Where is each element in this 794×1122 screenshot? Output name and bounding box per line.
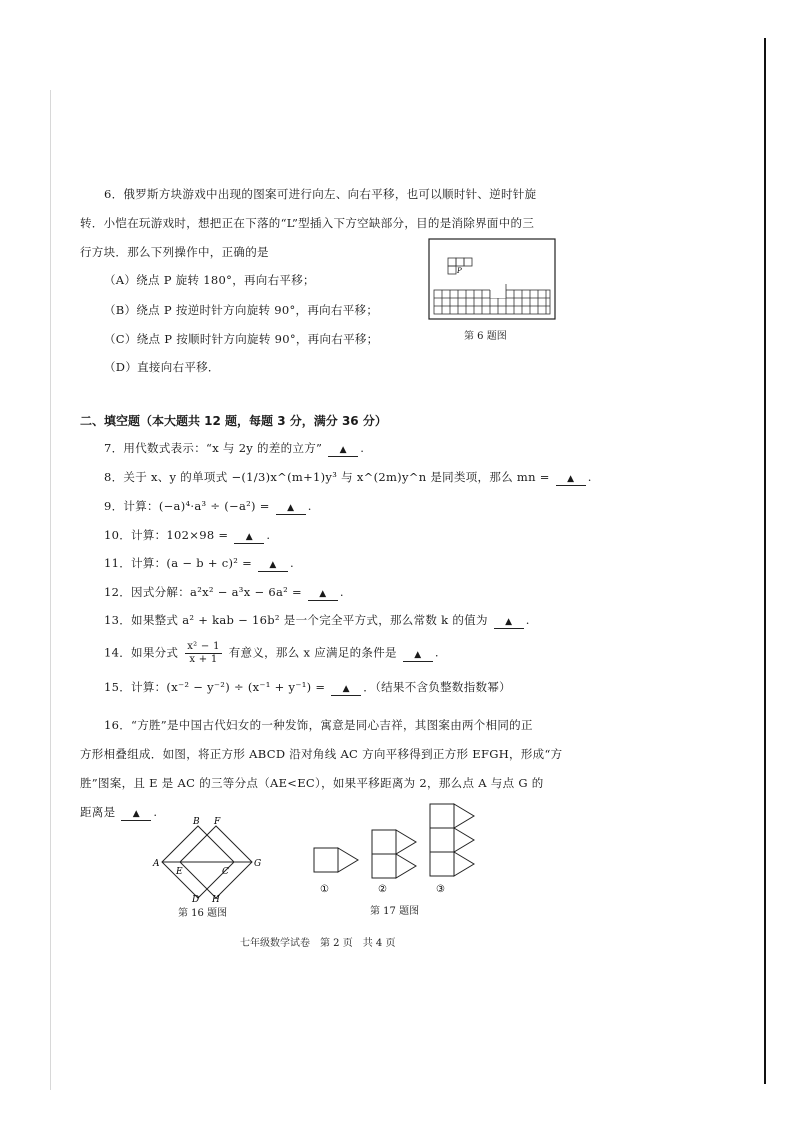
q6-line-1: 6．俄罗斯方块游戏中出现的图案可进行向左、向右平移，也可以顺时针、逆时针旋: [104, 187, 537, 201]
q16-line-2: 方形相叠组成．如图，将正方形 ABCD 沿对角线 AC 方向平移得到正方形 EFGH，形成“方: [80, 747, 563, 761]
q6-point-p: P: [457, 267, 462, 275]
q8-text: 8．关于 x、y 的单项式 −(1/3)x^(m+1)y³ 与 x^(2m)y^n 是同类项，那么 mn =: [104, 470, 550, 484]
label-a: A: [153, 859, 160, 869]
scan-edge-line: [764, 38, 766, 1084]
q16-line-4-text: 距离是: [80, 805, 116, 819]
answer-blank: ▲: [556, 473, 586, 486]
q6-option-d: （D）直接向右平移．: [104, 360, 220, 374]
q10-text: 10．计算：102×98 =: [104, 528, 229, 542]
q10-end: .: [266, 528, 271, 542]
label-c: C: [222, 867, 229, 877]
q15-end: ．（结果不含负整数指数幂）: [363, 680, 511, 694]
q16-caption: 第 16 题图: [178, 908, 228, 919]
q9-end: .: [307, 499, 312, 513]
q14-suffix: 有意义，那么 x 应满足的条件是: [228, 645, 397, 660]
label-f: F: [214, 817, 221, 827]
q14-fraction: [185, 641, 222, 666]
q8: [104, 469, 592, 486]
answer-blank: ▲: [494, 616, 524, 629]
label-h: H: [212, 895, 220, 904]
q15-text: 15．计算：(x⁻² − y⁻²) ÷ (x⁻¹ + y⁻¹) =: [104, 680, 326, 694]
answer-blank: ▲: [331, 683, 361, 696]
q10: [104, 527, 270, 544]
q13-end: .: [525, 613, 530, 627]
label-d: D: [192, 895, 200, 904]
q11: [104, 555, 294, 572]
q14-numerator: x² − 1: [187, 641, 220, 652]
q8-end: .: [587, 470, 592, 484]
q6-line-3: 行方块．那么下列操作中，正确的是: [80, 245, 269, 259]
q7-end: .: [360, 441, 365, 455]
q12-end: .: [339, 585, 344, 599]
q14-denominator: x + 1: [189, 654, 218, 665]
q14-prefix: 14．如果分式: [104, 645, 179, 660]
answer-blank: ▲: [258, 559, 288, 572]
answer-blank: ▲: [234, 531, 264, 544]
q12: [104, 584, 344, 601]
q7: [104, 440, 364, 457]
label-g: G: [254, 859, 262, 869]
q13: [104, 612, 530, 629]
q15: [104, 679, 511, 696]
q6-option-c: （C）绕点 P 按顺时针方向旋转 90°，再向右平移；: [104, 332, 379, 346]
q16-figure: [152, 814, 262, 904]
q7-text: 7．用代数式表示：“x 与 2y 的差的立方”: [104, 441, 323, 455]
answer-blank: ▲: [308, 588, 338, 601]
q6-line-2: 转．小恺在玩游戏时，想把正在下落的“L”型插入下方空缺部分，目的是消除界面中的三: [80, 216, 535, 230]
q6-caption: 第 6 题图: [464, 331, 507, 342]
label-b: B: [193, 817, 200, 827]
q17-caption: 第 17 题图: [370, 906, 420, 917]
q9-text: 9．计算：(−a)⁴·a³ ÷ (−a²) =: [104, 499, 270, 513]
q16-line-1: 16．“方胜”是中国古代妇女的一种发饰，寓意是同心吉祥，其图案由两个相同的正: [104, 718, 533, 732]
answer-blank: ▲: [328, 444, 358, 457]
q11-end: .: [290, 556, 294, 570]
page-footer: 七年级数学试卷 第 2 页 共 4 页: [240, 938, 396, 949]
q9: [104, 498, 312, 515]
q6-tetris-figure: [428, 238, 556, 320]
q11-text: 11．计算：(a − b + c)² =: [104, 556, 253, 570]
q12-text: 12．因式分解：a²x² − a³x − 6a² =: [104, 585, 302, 599]
answer-blank: ▲: [276, 502, 306, 515]
q6-option-b: （B）绕点 P 按逆时针方向旋转 90°，再向右平移；: [104, 303, 379, 317]
fig-label-2: ②: [378, 884, 387, 895]
q6-option-a: （A）绕点 P 旋转 180°，再向右平移；: [104, 273, 315, 287]
q13-text: 13．如果整式 a² + kab − 16b² 是一个完全平方式，那么常数 k 的值为: [104, 613, 488, 627]
scan-shadow-line: [50, 90, 51, 1090]
q16-line-3: 胜”图案，且 E 是 AC 的三等分点（AE<EC），如果平移距离为 2，那么点 A 与点 G 的: [80, 776, 544, 790]
section-title: 二、填空题（本大题共 12 题，每题 3 分，满分 36 分）: [80, 414, 387, 428]
label-e: E: [176, 867, 183, 877]
fig-label-3: ③: [436, 884, 445, 895]
answer-blank: ▲: [121, 808, 151, 821]
answer-blank: ▲: [403, 649, 433, 662]
q16-line-4: [80, 804, 157, 821]
q14-end: .: [434, 645, 439, 660]
q16-end: .: [153, 805, 158, 819]
fig-label-1: ①: [320, 884, 329, 895]
q14: [104, 641, 439, 666]
q17-figure: [310, 800, 480, 900]
